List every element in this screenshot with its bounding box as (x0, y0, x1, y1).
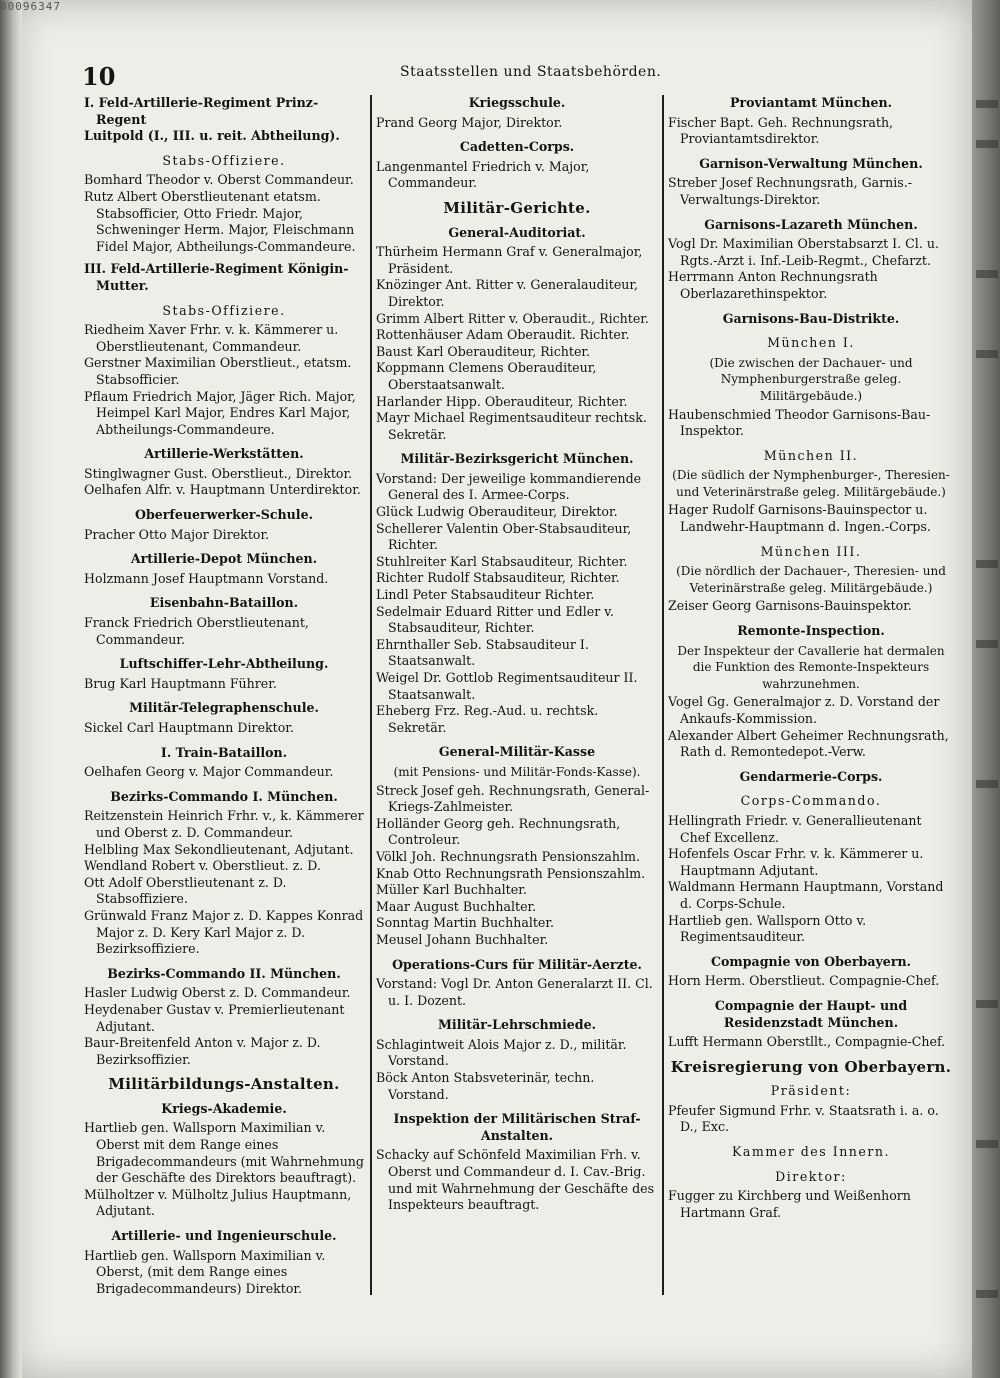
regiment-heading: III. Feld-Artillerie-Regiment Königin-Mutter. (84, 261, 349, 293)
list-item: Vorstand: Der jeweilige kommandierende General des I. Armee-Corps. (376, 470, 642, 503)
list-item: Helbling Max Sekondlieutenant, Adjutant. (84, 841, 354, 857)
section-subheading: Direktor: (775, 1168, 847, 1184)
list-item: Knözinger Ant. Ritter v. Generalauditeur, Direktor. (376, 277, 639, 309)
section-heading: Artillerie-Werkstätten. (144, 446, 304, 462)
regiment-heading-cont: Luitpold (I., III. u. reit. Abtheilung). (84, 128, 340, 144)
list-item: Hasler Ludwig Oberst z. D. Commandeur. (84, 985, 351, 1001)
section-heading: Kriegsschule. (468, 95, 566, 110)
section-heading: Militär-Lehrschmiede. (437, 1017, 597, 1033)
section-heading: Inspektion der Militärischen Straf-Anstalten. (393, 1111, 641, 1143)
section-heading: Bezirks-Commando I. München. (110, 788, 338, 804)
section-subheading: München II. (763, 447, 859, 463)
list-item: Fugger zu Kirchberg und Weißenhorn Hartmann Graf. (668, 1188, 911, 1220)
list-item: Oelhafen Georg v. Major Commandeur. (84, 764, 334, 780)
section-heading: Garnisons-Bau-Distrikte. (722, 310, 900, 326)
section-heading: Cadetten-Corps. (459, 139, 575, 155)
scan-id: 00096347 (0, 0, 61, 13)
section-note: (Die zwischen der Dachauer- und Nymphenburgerstraße geleg. Militärgebäude.) (709, 355, 913, 403)
list-item: Stinglwagner Gust. Oberstlieut., Direktor. (84, 465, 353, 481)
list-item: Rutz Albert Oberstlieutenant etatsm. Stabsofficier, Otto Friedr. Major, Schweninger Herm. Major, Fleischmann Fidel Major, Abtheilungs-Commandeure. (84, 188, 356, 254)
column-rule-right (662, 95, 664, 1295)
list-item: Gerstner Maximilian Oberstlieut., etatsm. Stabsofficier. (84, 355, 352, 387)
section-heading: General-Militär-Kasse (438, 744, 596, 760)
list-item: Brug Karl Hauptmann Führer. (84, 675, 277, 691)
list-item: Lindl Peter Stabsauditeur Richter. (376, 587, 595, 603)
list-item: Rottenhäuser Adam Oberaudit. Richter. (376, 327, 630, 343)
section-heading: Artillerie-Depot München. (130, 551, 318, 567)
section-heading: Garnison-Verwaltung München. (699, 155, 923, 171)
section-heading: Kriegs-Akademie. (161, 1100, 287, 1116)
list-item: Lufft Hermann Oberstllt., Compagnie-Chef. (668, 1034, 946, 1050)
list-item: Sedelmair Eduard Ritter und Edler v. Stabsauditeur, Richter. (376, 603, 614, 636)
list-item: Wendland Robert v. Oberstlieut. z. D. (84, 858, 321, 874)
list-item: Prand Georg Major, Direktor. (376, 114, 563, 130)
section-heading: Oberfeuerwerker-Schule. (134, 507, 313, 523)
left-column (84, 95, 364, 1297)
section-heading: Compagnie von Oberbayern. (710, 953, 911, 969)
list-item: Holländer Georg geh. Rechnungsrath, Controleur. (376, 815, 621, 848)
list-item: Pfeufer Sigmund Frhr. v. Staatsrath i. a. o. D., Exc. (668, 1102, 939, 1135)
section-heading: Garnisons-Lazareth München. (704, 216, 918, 232)
list-item: Schellerer Valentin Ober-Stabsauditeur, Richter. (376, 520, 632, 553)
list-item: Grünwald Franz Major z. D. Kappes Konrad Major z. D. Kery Karl Major z. D. Bezirksoffiziere. (84, 907, 364, 957)
list-item: Hofenfels Oscar Frhr. v. k. Kämmerer u. Hauptmann Adjutant. (668, 846, 924, 878)
running-head: Staatsstellen und Staatsbehörden. (400, 64, 662, 80)
list-item: Haubenschmied Theodor Garnisons-Bau-Inspektor. (668, 406, 931, 439)
section-heading: I. Train-Bataillon. (160, 744, 288, 760)
list-item: Streck Josef geh. Rechnungsrath, General-Kriegs-Zahlmeister. (376, 782, 650, 815)
list-item: Thürheim Hermann Graf v. Generalmajor, Präsident. (376, 244, 643, 276)
list-item: Baur-Breitenfeld Anton v. Major z. D. Bezirksoffizier. (84, 1035, 321, 1067)
list-item: Mayr Michael Regimentsauditeur rechtsk. Sekretär. (376, 410, 647, 442)
list-item: Maar August Buchhalter. (376, 898, 537, 914)
list-item: Baust Karl Oberauditeur, Richter. (376, 343, 591, 359)
list-item: Böck Anton Stabsveterinär, techn. Vorstand. (376, 1070, 595, 1102)
section-subheading: Corps-Commando. (740, 793, 882, 809)
section-subheading: Präsident: (770, 1083, 852, 1099)
list-item: Vorstand: Vogl Dr. Anton Generalarzt II. Cl. u. I. Dozent. (376, 976, 653, 1008)
list-item: Pflaum Friedrich Major, Jäger Rich. Major, Heimpel Karl Major, Endres Karl Major, Abtheilungs-Commandeure. (84, 388, 356, 437)
list-item: Schlagintweit Alois Major z. D., militär. Vorstand. (376, 1036, 627, 1069)
list-item: Reitzenstein Heinrich Frhr. v., k. Kämmerer und Oberst z. D. Commandeur. (84, 808, 364, 840)
list-item: Glück Ludwig Oberauditeur, Direktor. (376, 504, 618, 520)
list-item: Franck Friedrich Oberstlieutenant, Commandeur. (84, 615, 309, 647)
section-heading: Gendarmerie-Corps. (739, 768, 883, 784)
section-heading: Compagnie der Haupt- und Residenzstadt München. (714, 997, 908, 1030)
list-item: Waldmann Hermann Hauptmann, Vorstand d. Corps-Schule. (668, 879, 944, 911)
list-item: Knab Otto Rechnungsrath Pensionszahlm. (376, 865, 646, 881)
section-subheading: Stabs-Offiziere. (162, 302, 286, 318)
list-item: Vogel Gg. Generalmajor z. D. Vorstand der Ankaufs-Kommission. (668, 694, 940, 726)
list-item: Hartlieb gen. Wallsporn Otto v. Regimentsauditeur. (668, 912, 867, 945)
section-heading: Eisenbahn-Bataillon. (149, 595, 299, 611)
list-item: Schacky auf Schönfeld Maximilian Frh. v. Oberst und Commandeur d. I. Cav.-Brig. und mit Wahrnehmung der Geschäfte des Inspekteurs beauftragt. (376, 1147, 655, 1213)
list-item: Grimm Albert Ritter v. Oberaudit., Richter. (376, 310, 649, 326)
adjacent-page-strip (972, 0, 1000, 1378)
section-subheading: Kammer des Innern. (731, 1144, 891, 1160)
section-heading-major: Militär-Gerichte. (443, 198, 591, 217)
list-item: Weigel Dr. Gottlob Regimentsauditeur II. Staatsanwalt. (376, 670, 638, 702)
section-heading: General-Auditoriat. (448, 224, 586, 240)
list-item: Pracher Otto Major Direktor. (84, 526, 270, 542)
section-heading: Operations-Curs für Militär-Aerzte. (392, 956, 642, 972)
section-note: (mit Pensions- und Militär-Fonds-Kasse). (393, 764, 641, 779)
list-item: Hartlieb gen. Wallsporn Maximilian v. Oberst, (mit dem Range eines Brigadecommandeurs) Direktor. (84, 1247, 326, 1296)
list-item: Sickel Carl Hauptmann Direktor. (84, 720, 294, 735)
section-heading: Remonte-Inspection. (737, 623, 885, 639)
column-rule-left (370, 95, 372, 1295)
list-item: Streber Josef Rechnungsrath, Garnis.-Verwaltungs-Direktor. (668, 175, 913, 207)
page-edge (0, 0, 22, 1378)
list-item: Harlander Hipp. Oberauditeur, Richter. (376, 393, 628, 409)
section-heading: Militär-Bezirksgericht München. (400, 451, 634, 467)
section-subheading: München I. (767, 335, 855, 351)
list-item: Alexander Albert Geheimer Rechnungsrath, Rath d. Remontedepot.-Verw. (668, 727, 949, 760)
section-heading: Luftschiffer-Lehr-Abtheilung. (119, 656, 329, 672)
list-item: Langenmantel Friedrich v. Major, Commandeur. (376, 158, 590, 191)
list-item: Oelhafen Alfr. v. Hauptmann Unterdirektor. (84, 482, 361, 498)
list-item: Vogl Dr. Maximilian Oberstabsarzt I. Cl. u. Rgts.-Arzt i. Inf.-Leib-Regmt., Chefarzt. (668, 236, 939, 268)
list-item: Bomhard Theodor v. Oberst Commandeur. (84, 172, 354, 188)
list-item: Fischer Bapt. Geh. Rechnungsrath, Proviantamtsdirektor. (668, 114, 894, 147)
section-heading-major: Militärbildungs-Anstalten. (108, 1075, 340, 1094)
page-number: 10 (82, 62, 116, 91)
list-item: Hellingrath Friedr. v. Generallieutenant Chef Excellenz. (668, 812, 922, 845)
list-item: Riedheim Xaver Frhr. v. k. Kämmerer u. Oberstlieutenant, Commandeur. (84, 322, 339, 354)
section-heading: Artillerie- und Ingenieurschule. (111, 1228, 337, 1244)
section-heading: Proviantamt München. (729, 95, 893, 110)
right-column (668, 95, 954, 1221)
list-item: Meusel Johann Buchhalter. (376, 931, 549, 947)
list-item: Holzmann Josef Hauptmann Vorstand. (84, 570, 329, 586)
section-note: (Die nördlich der Dachauer-, Theresien- und Veterinärstraße geleg. Militärgebäude.) (676, 564, 946, 595)
list-item: Hager Rudolf Garnisons-Bauinspector u. Landwehr-Hauptmann d. Ingen.-Corps. (668, 502, 931, 535)
list-item: Eheberg Frz. Reg.-Aud. u. rechtsk. Sekretär. (376, 703, 599, 735)
list-item: Hartlieb gen. Wallsporn Maximilian v. Oberst mit dem Range eines Brigadecommandeurs (mit Wahrnehmung der Geschäfte des Direktors beauftragt). (84, 1120, 364, 1186)
middle-column (376, 95, 658, 1214)
section-heading: Militär-Telegraphenschule. (129, 700, 319, 716)
list-item: Sonntag Martin Buchhalter. (376, 915, 555, 931)
regiment-heading: I. Feld-Artillerie-Regiment Prinz-Regent (84, 95, 319, 127)
list-item: Ehrnthaller Seb. Stabsauditeur I. Staatsanwalt. (376, 636, 589, 669)
list-item: Mülholtzer v. Mülholtz Julius Hauptmann, Adjutant. (84, 1186, 352, 1219)
list-item: Völkl Joh. Rechnungsrath Pensionszahlm. (376, 848, 640, 864)
section-heading-major: Kreisregierung von Oberbayern. (670, 1057, 952, 1076)
list-item: Zeiser Georg Garnisons-Bauinspektor. (668, 598, 912, 614)
section-subheading: Stabs-Offiziere. (162, 152, 286, 168)
list-item: Stuhlreiter Karl Stabsauditeur, Richter. (376, 553, 628, 569)
list-item: Ott Adolf Oberstlieutenant z. D. Stabsoffiziere. (84, 874, 287, 907)
list-item: Heydenaber Gustav v. Premierlieutenant Adjutant. (84, 1001, 345, 1034)
list-item: Horn Herm. Oberstlieut. Compagnie-Chef. (668, 973, 940, 989)
list-item: Müller Karl Buchhalter. (376, 882, 527, 898)
list-item: Richter Rudolf Stabsauditeur, Richter. (376, 570, 620, 586)
list-item: Herrmann Anton Rechnungsrath Oberlazarethinspektor. (668, 269, 878, 301)
section-subheading: München III. (760, 543, 862, 559)
section-heading: Bezirks-Commando II. München. (107, 965, 341, 981)
list-item: Koppmann Clemens Oberauditeur, Oberstaatsanwalt. (376, 360, 597, 392)
section-note: (Die südlich der Nymphenburger-, Theresien- und Veterinärstraße geleg. Militärgebäude.) (672, 468, 950, 499)
section-note: Der Inspekteur der Cavallerie hat dermalen die Funktion des Remonte-Inspekteurs wahrzunehmen. (677, 643, 945, 691)
